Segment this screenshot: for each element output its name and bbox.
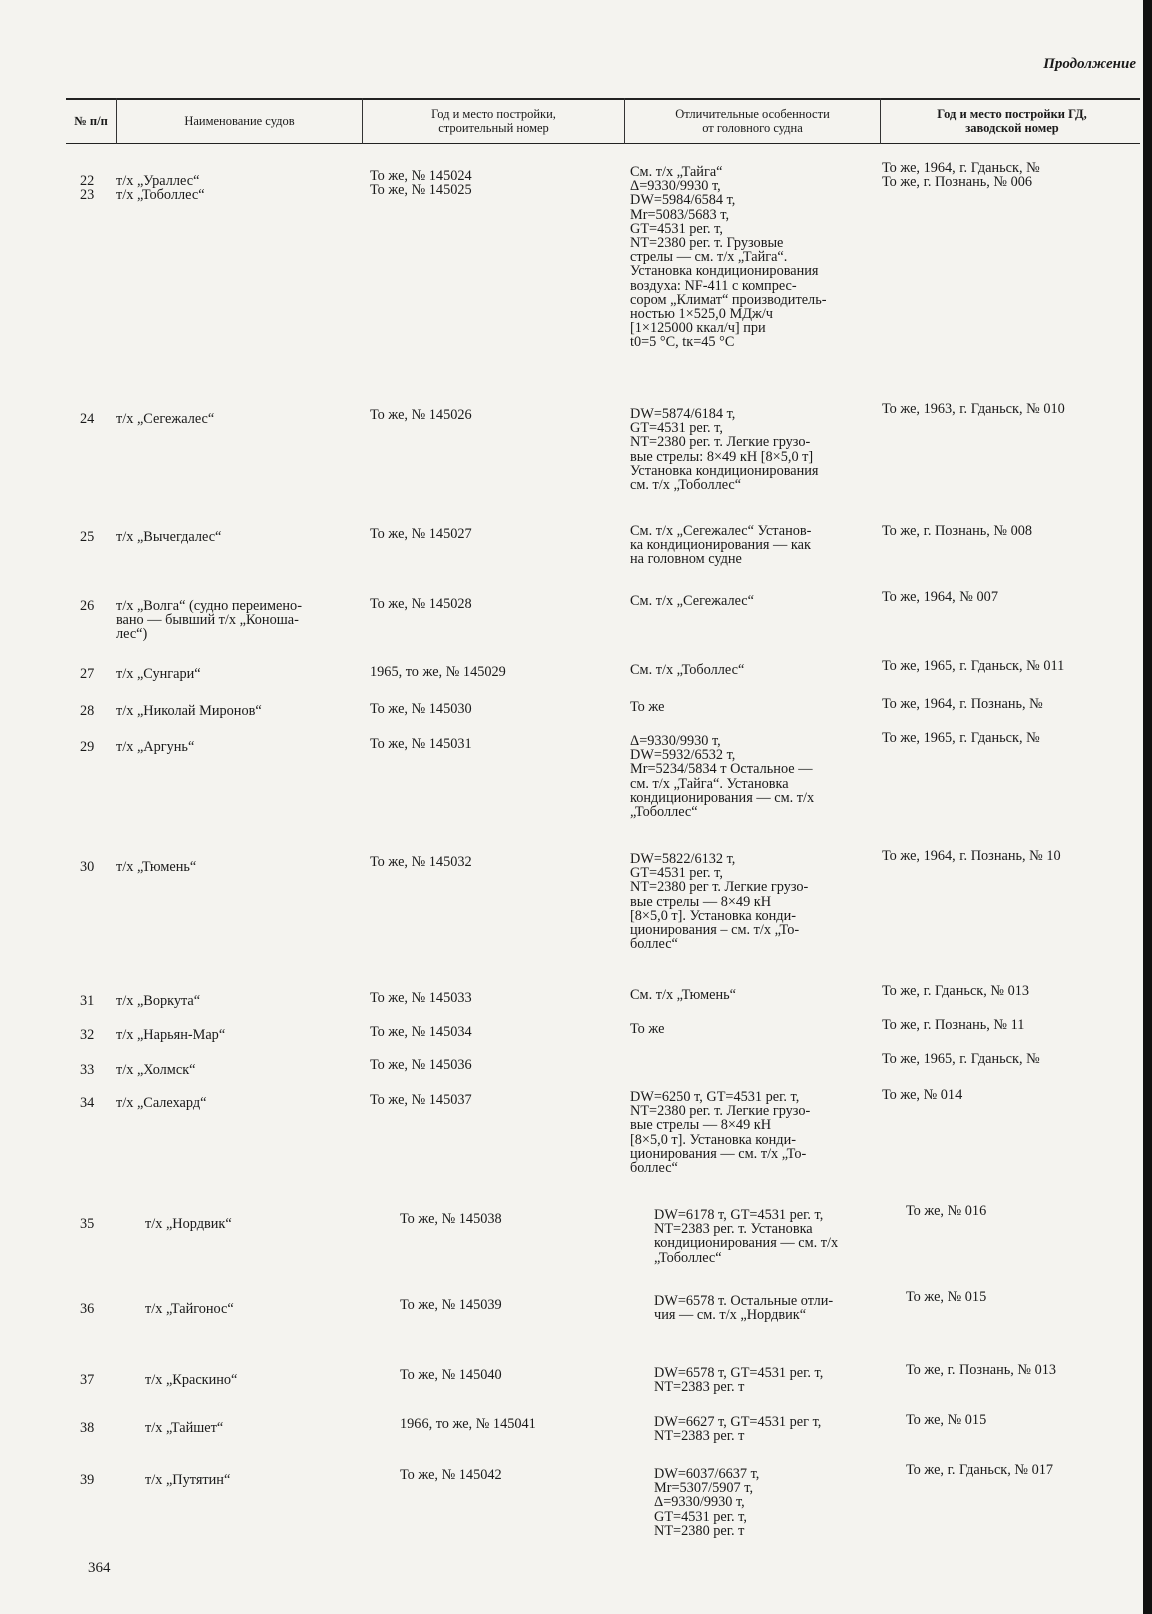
ship-name: т/х „Путятин“ — [145, 1472, 231, 1488]
build-info: То же, № 145036 — [370, 1057, 472, 1073]
ship-name: т/х „Вычегдалес“ — [116, 529, 222, 545]
build-info: То же, № 145037 — [370, 1092, 472, 1108]
ship-name: т/х „Краскино“ — [145, 1372, 238, 1388]
engine-info: То же, 1964, г. Гданьск, № То же, г. Познань, № 006 — [882, 160, 1040, 191]
ship-name: т/х „Аргунь“ — [116, 739, 195, 755]
row-number: 30 — [80, 859, 95, 875]
build-info: То же, № 145038 — [400, 1211, 502, 1227]
row-number: 24 — [80, 411, 95, 427]
row-number: 28 — [80, 703, 95, 719]
engine-info: То же, 1964, г. Познань, № — [882, 696, 1043, 712]
build-info: То же, № 145033 — [370, 990, 472, 1006]
engine-info: То же, № 015 — [906, 1289, 987, 1305]
engine-info: То же, № 016 — [906, 1203, 987, 1219]
ship-name: т/х „Тайгонос“ — [145, 1301, 234, 1317]
differences: DW=5874/6184 т, GT=4531 рег. т, NT=2380 рег. т. Легкие грузо- вые стрелы: 8×49 кН [8×5,0 т] Установка кондиционирования см. т/х „Тоболлес“ — [630, 406, 819, 494]
ship-name: т/х „Сунгари“ — [116, 666, 201, 682]
ship-name: т/х „Тюмень“ — [116, 859, 197, 875]
ship-name: т/х „Ураллес“ т/х „Тоболлес“ — [116, 173, 205, 204]
build-info: То же, № 145042 — [400, 1467, 502, 1483]
ship-name: т/х „Тайшет“ — [145, 1420, 224, 1436]
row-number: 39 — [80, 1472, 95, 1488]
engine-info: То же, 1964, г. Познань, № 10 — [882, 848, 1061, 864]
ship-name: т/х „Воркута“ — [116, 993, 201, 1009]
differences: DW=6578 т, GT=4531 рег. т, NT=2383 рег. т — [654, 1365, 824, 1396]
engine-info: То же, г. Познань, № 008 — [882, 523, 1033, 539]
differences: См. т/х „Тюмень“ — [630, 987, 737, 1003]
page-number: 364 — [88, 1560, 111, 1576]
row-number: 36 — [80, 1301, 95, 1317]
build-info: 1965, то же, № 145029 — [370, 664, 506, 680]
engine-info: То же, 1965, г. Гданьск, № 011 — [882, 658, 1065, 674]
ship-name: т/х „Холмск“ — [116, 1062, 196, 1078]
differences: DW=6037/6637 т, Mr=5307/5907 т, Δ=9330/9930 т, GT=4531 рег. т, NT=2380 рег. т — [654, 1466, 760, 1539]
row-number: 29 — [80, 739, 95, 755]
ship-name: т/х „Николай Миронов“ — [116, 703, 262, 719]
differences: См. т/х „Сегежалес“ Установ- ка кондиционирования — как на головном судне — [630, 523, 812, 568]
build-info: То же, № 145031 — [370, 736, 472, 752]
build-info: То же, № 145027 — [370, 526, 472, 542]
differences: Δ=9330/9930 т, DW=5932/6532 т, Mr=5234/5834 т Остальное — см. т/х „Тайга“. Установка кондиционирования — см. т/х „Тоболлес“ — [630, 733, 815, 821]
row-number: 34 — [80, 1095, 95, 1111]
row-number: 32 — [80, 1027, 95, 1043]
row-number: 27 — [80, 666, 95, 682]
table-header-rule — [66, 143, 1140, 144]
row-number: 37 — [80, 1372, 95, 1388]
continuation-label: Продолжение — [1043, 56, 1136, 72]
row-number: 25 — [80, 529, 95, 545]
engine-info: То же, г. Познань, № 11 — [882, 1017, 1025, 1033]
build-info: То же, № 145024 То же, № 145025 — [370, 168, 472, 199]
build-info: То же, № 145030 — [370, 701, 472, 717]
build-info: То же, № 145034 — [370, 1024, 472, 1040]
row-number: 22 23 — [80, 173, 95, 204]
ship-name: т/х „Волга“ (судно переимено- вано — бывший т/х „Коноша- лес“) — [116, 598, 302, 643]
build-info: То же, № 145040 — [400, 1367, 502, 1383]
engine-info: То же, г. Познань, № 013 — [906, 1362, 1057, 1378]
engine-info: То же, 1963, г. Гданьск, № 010 — [882, 401, 1065, 417]
row-number: 26 — [80, 598, 95, 614]
differences: См. т/х „Тайга“ Δ=9330/9930 т, DW=5984/6584 т, Mr=5083/5683 т, GT=4531 рег. т, NT=2380 рег. т. Грузовые стрелы — см. т/х „Тайга“. Установка кондиционирования воздуха: NF-411 с компрес- сором „Климат“ производитель- ностью 1×525,0 МДж/ч [1×125000 ккал/ч] при t0=5 °С, tк=45 °С — [630, 164, 827, 351]
differences: DW=6578 т. Остальные отли- чия — см. т/х „Нордвик“ — [654, 1293, 834, 1324]
build-info: 1966, то же, № 145041 — [400, 1416, 536, 1432]
engine-info: То же, 1965, г. Гданьск, № — [882, 1051, 1040, 1067]
ship-name: т/х „Нордвик“ — [145, 1216, 232, 1232]
engine-info: То же, 1964, № 007 — [882, 589, 998, 605]
row-number: 35 — [80, 1216, 95, 1232]
differences: См. т/х „Тоболлес“ — [630, 662, 745, 678]
differences: См. т/х „Сегежалес“ — [630, 593, 754, 609]
engine-info: То же, № 015 — [906, 1412, 987, 1428]
col-header-engine: Год и место постройки ГД, заводской номер — [937, 107, 1087, 135]
differences: DW=6627 т, GT=4531 рег т, NT=2383 рег. т — [654, 1414, 822, 1445]
ship-name: т/х „Сегежалес“ — [116, 411, 215, 427]
build-info: То же, № 145032 — [370, 854, 472, 870]
differences: То же — [630, 1021, 665, 1037]
col-header-differences: Отличительные особенности от головного судна — [675, 107, 830, 135]
col-header-number: № п/п — [74, 114, 108, 128]
build-info: То же, № 145026 — [370, 407, 472, 423]
differences: То же — [630, 699, 665, 715]
row-number: 31 — [80, 993, 95, 1009]
engine-info: То же, № 014 — [882, 1087, 963, 1103]
ship-name: т/х „Салехард“ — [116, 1095, 207, 1111]
build-info: То же, № 145039 — [400, 1297, 502, 1313]
ship-name: т/х „Нарьян-Мар“ — [116, 1027, 226, 1043]
differences: DW=6178 т, GT=4531 рег. т, NT=2383 рег. т. Установка кондиционирования — см. т/х „Тоболлес“ — [654, 1207, 839, 1266]
engine-info: То же, г. Гданьск, № 017 — [906, 1462, 1054, 1478]
differences: DW=5822/6132 т, GT=4531 рег. т, NT=2380 рег т. Легкие грузо- вые стрелы — 8×49 кН [8×5,0 т]. Установка конди- ционирования – см. т/х „То- боллес“ — [630, 851, 809, 953]
differences: DW=6250 т, GT=4531 рег. т, NT=2380 рег. т. Легкие грузо- вые стрелы — 8×49 кН [8×5,0 т]. Установка конди- ционирования — см. т/х „То- боллес“ — [630, 1089, 811, 1177]
build-info: То же, № 145028 — [370, 596, 472, 612]
engine-info: То же, г. Гданьск, № 013 — [882, 983, 1030, 999]
row-number: 33 — [80, 1062, 95, 1078]
col-header-name: Наименование судов — [184, 114, 295, 128]
engine-info: То же, 1965, г. Гданьск, № — [882, 730, 1040, 746]
col-header-built: Год и место постройки, строительный номер — [431, 107, 556, 135]
row-number: 38 — [80, 1420, 95, 1436]
